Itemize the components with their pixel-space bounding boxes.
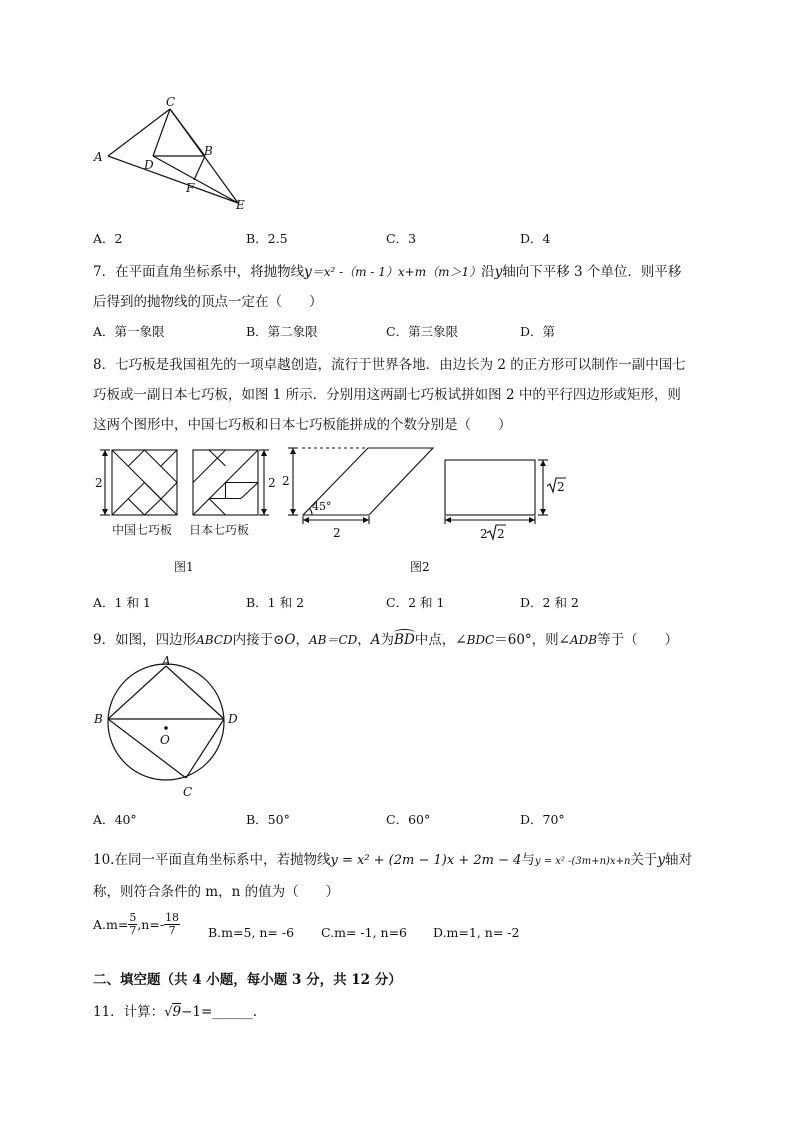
q6-line-de xyxy=(153,156,238,203)
q10-opta-n-frac xyxy=(164,912,180,937)
q8-tangram-figures xyxy=(90,440,565,580)
q9-label-c: C xyxy=(183,785,193,799)
q8-fig2-label: 图2 xyxy=(410,560,430,574)
q10-opta-prefix: A.m= xyxy=(93,917,129,932)
q6-option-b: B．2.5 xyxy=(246,231,288,246)
q8-line2: 巧板或一副日本七巧板，如图 1 所示．分别用这两副七巧板试拼如图 2 中的平行四边形或矩形，则 xyxy=(93,387,681,403)
q6-line-cb xyxy=(170,109,205,156)
q8-sqrt2-rad: 2 xyxy=(557,480,565,494)
q10-eq1: y = x² + (2m − 1)x + 2m − 4 xyxy=(330,853,522,868)
q10-eq2: y = x² -(3m+n)x+n xyxy=(534,856,631,867)
q8-cn-label: 中国七巧板 xyxy=(112,523,173,537)
q7-text-b: 沿 xyxy=(481,264,495,280)
q7-text-c: 轴向下平移 3 个单位．则平移 xyxy=(502,264,682,280)
q11-rad: 9 xyxy=(172,1004,182,1020)
q9-option-b: B．50° xyxy=(246,812,290,827)
q6-triangle-figure xyxy=(90,95,260,215)
q10-text-d: 轴对 xyxy=(665,852,693,868)
q11-line xyxy=(93,1000,257,1020)
q9-o: O xyxy=(284,632,296,648)
q9-label-o: O xyxy=(160,733,170,747)
q10-option-d: D.m=1, n= -2 xyxy=(433,925,520,940)
q11-suffix: −1= xyxy=(181,1004,213,1020)
q9-option-c: C．60° xyxy=(386,812,431,827)
q9-option-d: D．70° xyxy=(520,812,565,827)
q8-rectangle xyxy=(445,460,535,515)
q10-text-c: 关于 xyxy=(630,852,658,868)
q7-axis: y xyxy=(494,264,503,280)
q6-label-a: A xyxy=(94,150,103,164)
q9-text-g: ＝60°，则∠ xyxy=(494,632,570,648)
q6-label-b: B xyxy=(204,144,213,158)
q9-adb: ADB xyxy=(569,633,598,647)
q8-line3: 这两个图形中，中国七巧板和日本七巧板能拼成的个数分别是（ ） xyxy=(93,417,512,433)
q10-opta-mid: ,n=- xyxy=(137,917,165,932)
q6-option-a: A．2 xyxy=(93,231,123,246)
q6-line-bf xyxy=(194,156,205,180)
q9-label-a: A xyxy=(162,654,171,668)
q9-arc-mark xyxy=(394,629,415,636)
q10-option-b: B.m=5, n= -6 xyxy=(208,925,295,940)
q9-question xyxy=(93,628,678,648)
q9-text-d: ， xyxy=(357,632,371,648)
q10-line1 xyxy=(93,848,692,868)
q10-text-b: 与 xyxy=(521,852,535,868)
q7-option-d: D．第 xyxy=(520,324,556,339)
q8-line1: 8．七巧板是我国祖先的一项卓越创造，流行于世界各地．由边长为 2 的正方形可以制作一副中国七 xyxy=(93,357,686,373)
q8-option-d: D．2 和 2 xyxy=(520,595,579,610)
q8-angle-45: 45° xyxy=(312,500,332,513)
q9-label-d: D xyxy=(228,712,238,726)
q10-opta-m-den: 7 xyxy=(129,924,137,937)
q7-option-a: A．第一象限 xyxy=(93,324,165,339)
q10-text-a: 10.在同一平面直角坐标系中，若抛物线 xyxy=(93,852,331,868)
q11-prefix: 11．计算： xyxy=(93,1004,165,1020)
q8-2sqrt2-rad: 2 xyxy=(497,527,505,541)
q10-opta-m-frac xyxy=(128,912,137,937)
q7-line2: 后得到的抛物线的顶点一定在（ ） xyxy=(93,294,323,310)
q6-label-f: F xyxy=(186,181,195,195)
q8-fig1-label: 图1 xyxy=(174,560,194,574)
q9-abcd: ABCD xyxy=(196,633,233,647)
q11-blank[interactable]: ______ xyxy=(212,1004,253,1020)
section2-title: 二、填空题（共 4 小题，每小题 3 分，共 12 分） xyxy=(93,972,402,988)
q6-line-ae xyxy=(108,156,238,203)
q9-text-h: 等于（ ） xyxy=(597,632,679,648)
q10-opta-n-num: 18 xyxy=(165,911,180,924)
q8-jp-label: 日本七巧板 xyxy=(189,523,250,537)
q8-dim-para-h: 2 xyxy=(282,474,290,488)
q8-option-a: A．1 和 1 xyxy=(93,595,151,610)
q7-option-b: B．第二象限 xyxy=(246,324,318,339)
q10-option-a xyxy=(93,912,180,937)
q9-text-b: 内接于⊙ xyxy=(232,632,285,648)
q7-eq: ＝x² -（m - 1）x+m（m＞1） xyxy=(311,265,482,279)
q7-option-c: C．第三象限 xyxy=(386,324,459,339)
q6-label-c: C xyxy=(166,95,176,109)
q10-opta-n-den: 7 xyxy=(168,924,176,937)
q9-text-c: ， xyxy=(295,632,309,648)
q8-2sqrt2-coef: 2 xyxy=(480,527,488,541)
q8-option-b: B．1 和 2 xyxy=(246,595,305,610)
q9-label-b: B xyxy=(94,712,103,726)
q8-dim-para-w: 2 xyxy=(333,526,341,540)
q6-line-ac xyxy=(108,109,170,156)
q6-label-e: E xyxy=(236,198,245,212)
q10-axis: y xyxy=(657,852,666,868)
q7-eq-y: y xyxy=(304,264,312,280)
q9-arc-bd-wrap xyxy=(394,632,415,648)
q9-text-a: 9．如图，四边形 xyxy=(93,632,197,648)
q10-opta-m-num: 5 xyxy=(129,911,137,924)
q9-circle-figure xyxy=(90,652,250,802)
q7-line1 xyxy=(93,260,681,280)
q6-option-d: D．4 xyxy=(520,231,551,246)
q10-option-c: C.m= -1, n=6 xyxy=(321,925,407,940)
q9-arc-bd: BD xyxy=(394,632,415,648)
q8-dim-cn: 2 xyxy=(95,476,103,490)
q9-bdc: BDC xyxy=(466,633,495,647)
q9-a: A xyxy=(370,632,381,648)
q9-text-e: 为 xyxy=(380,632,395,648)
q6-label-d: D xyxy=(144,158,154,172)
q8-dim-jp: 2 xyxy=(268,476,276,490)
q11-sqrt-sign: √ xyxy=(164,1005,173,1020)
q8-option-c: C．2 和 1 xyxy=(386,595,445,610)
q9-text-f: 中点，∠ xyxy=(414,632,467,648)
q9-option-a: A．40° xyxy=(93,812,137,827)
q10-line2: 称，则符合条件的 m，n 的值为（ ） xyxy=(93,884,340,900)
q6-option-c: C．3 xyxy=(386,231,417,246)
q7-text-a: 7．在平面直角坐标系中，将抛物线 xyxy=(93,264,305,280)
q9-ab-cd: AB＝CD xyxy=(309,633,358,647)
q11-end: . xyxy=(252,1004,258,1020)
